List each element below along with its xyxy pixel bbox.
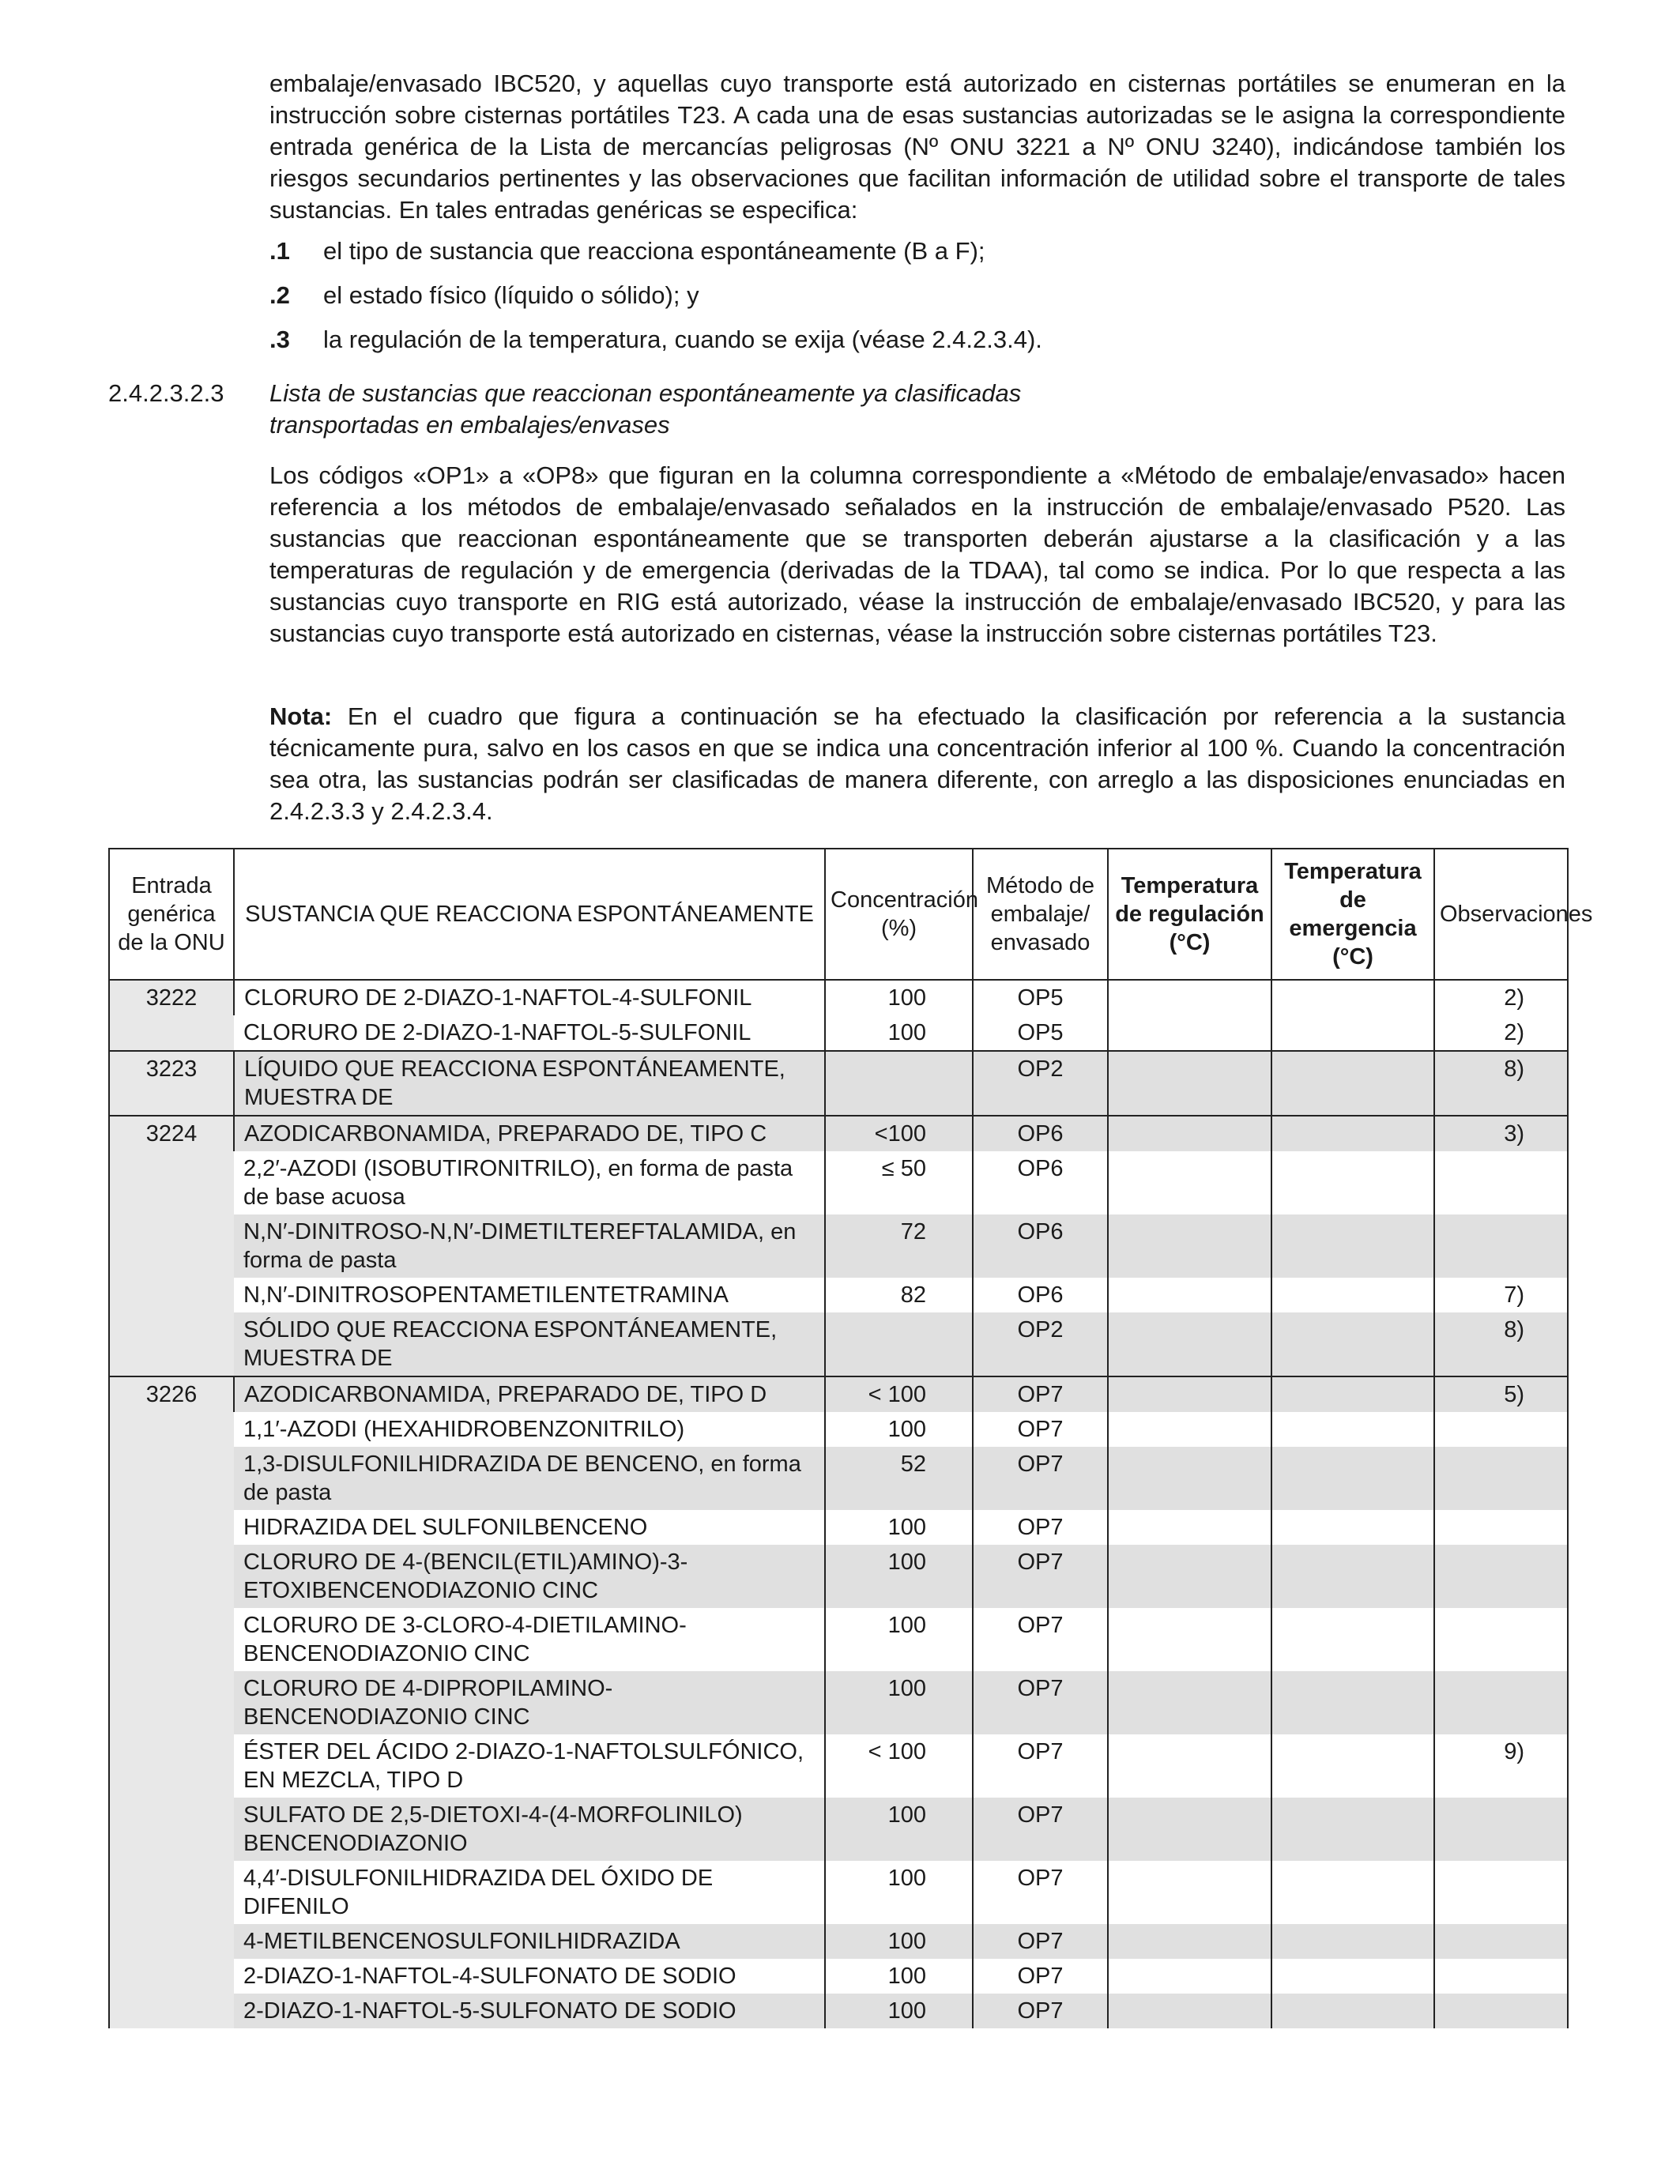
table-row: [109, 1994, 1568, 2028]
list-text: el tipo de sustancia que reacciona espontáneamente (B a F);: [323, 237, 985, 265]
cell-control-temp: [1108, 1116, 1271, 1151]
cell-method: OP7: [973, 1959, 1108, 1994]
cell-substance: HIDRAZIDA DEL SULFONILBENCENO: [243, 1515, 648, 1540]
table-row: [109, 1924, 1568, 1959]
cell-substance: SULFATO DE 2,5-DIETOXI-4-(4-MORFOLINILO) BENCENODIAZONIO: [234, 1798, 825, 1861]
table-row: [109, 1545, 1568, 1608]
list-item: [269, 280, 1565, 324]
cell-observations: [1434, 1545, 1568, 1608]
cell-emergency-temp: [1271, 1116, 1434, 1151]
cell-emergency-temp: [1271, 1924, 1434, 1959]
cell-control-temp: [1108, 1214, 1271, 1278]
cell-concentration: 100: [825, 1924, 973, 1959]
cell-control-temp: [1108, 1959, 1271, 1994]
cell-concentration: 100: [825, 980, 973, 1015]
table-body: [109, 980, 1568, 2028]
cell-observations: [1434, 1994, 1568, 2028]
cell-method: OP2: [973, 1051, 1108, 1116]
cell-emergency-temp: [1271, 1214, 1434, 1278]
cell-control-temp: [1108, 1994, 1271, 2028]
cell-concentration: 82: [825, 1278, 973, 1312]
header-control-temp: Temperatura de regulación (°C): [1108, 849, 1271, 980]
cell-observations: 2): [1434, 1015, 1568, 1051]
cell-substance: 4,4′-DISULFONILHIDRAZIDA DEL ÓXIDO DE DIFENILO: [243, 1866, 714, 1919]
table-row: [109, 1861, 1568, 1924]
section-title-line: transportadas en embalajes/envases: [269, 411, 670, 439]
cell-substance: 2-DIAZO-1-NAFTOL-5-SULFONATO DE SODIO: [234, 1994, 825, 2028]
cell-concentration: [825, 1312, 973, 1376]
cell-observations: 5): [1434, 1376, 1568, 1412]
cell-substance: AZODICARBONAMIDA, PREPARADO DE, TIPO C: [234, 1116, 825, 1151]
cell-emergency-temp: [1271, 1734, 1434, 1798]
cell-method: OP7: [973, 1798, 1108, 1861]
cell-method: OP7: [973, 1924, 1108, 1959]
cell-method: OP7: [973, 1608, 1108, 1671]
header-observations: Observaciones: [1434, 849, 1568, 980]
cell-method: OP6: [973, 1116, 1108, 1151]
section-number: 2.4.2.3.2.3: [108, 379, 224, 407]
cell-emergency-temp: [1271, 1994, 1434, 2028]
cell-observations: [1434, 1861, 1568, 1924]
cell-emergency-temp: [1271, 980, 1434, 1015]
cell-observations: 9): [1434, 1734, 1568, 1798]
cell-control-temp: [1108, 980, 1271, 1015]
table-row: [109, 1051, 1568, 1116]
cell-concentration: 52: [825, 1447, 973, 1510]
cell-substance: CLORURO DE 4-DIPROPILAMINO-BENCENODIAZONIO CINC: [234, 1671, 825, 1734]
cell-substance: CLORURO DE 4-(BENCIL(ETIL)AMINO)-3-ETOXIBENCENODIAZONIO CINC: [234, 1545, 825, 1608]
header-method: Método de embalaje/ envasado: [973, 849, 1108, 980]
cell-concentration: 100: [825, 1994, 973, 2028]
cell-control-temp: [1108, 1376, 1271, 1412]
list-text: el estado físico (líquido o sólido); y: [323, 281, 699, 309]
cell-emergency-temp: [1271, 1051, 1434, 1116]
cell-emergency-temp: [1271, 1015, 1434, 1051]
cell-control-temp: [1108, 1312, 1271, 1376]
cell-observations: [1434, 1924, 1568, 1959]
cell-observations: [1434, 1959, 1568, 1994]
cell-substance: SÓLIDO QUE REACCIONA ESPONTÁNEAMENTE, MUESTRA DE: [234, 1312, 825, 1376]
table-row: [109, 1015, 1568, 1051]
cell-concentration: 100: [825, 1510, 973, 1545]
table-header-row: [109, 849, 1568, 980]
table-row: [109, 1734, 1568, 1798]
table-row: [109, 1376, 1568, 1412]
header-substance: SUSTANCIA QUE REACCIONA ESPONTÁNEAMENTE: [234, 849, 825, 980]
cell-concentration: < 100: [825, 1734, 973, 1798]
substances-table: [108, 848, 1593, 2028]
section-title-line: Lista de sustancias que reaccionan espontáneamente ya clasificadas: [269, 379, 1022, 407]
cell-observations: [1434, 1412, 1568, 1447]
note-label: Nota:: [269, 702, 333, 730]
cell-concentration: ≤ 50: [825, 1151, 973, 1214]
cell-observations: 8): [1434, 1051, 1568, 1116]
cell-concentration: 100: [825, 1412, 973, 1447]
cell-substance: CLORURO DE 3-CLORO-4-DIETILAMINO-BENCENODIAZONIO CINC: [243, 1613, 687, 1666]
cell-observations: 7): [1434, 1278, 1568, 1312]
list-text: la regulación de la temperatura, cuando se exija (véase 2.4.2.3.4).: [323, 326, 1042, 353]
table-row: [109, 1151, 1568, 1214]
cell-control-temp: [1108, 1798, 1271, 1861]
table-row: [109, 980, 1568, 1015]
cell-control-temp: [1108, 1510, 1271, 1545]
table-row: [109, 1214, 1568, 1278]
cell-emergency-temp: [1271, 1671, 1434, 1734]
cell-entry: 3226: [109, 1376, 234, 2028]
cell-concentration: 72: [825, 1214, 973, 1278]
cell-method: OP7: [973, 1671, 1108, 1734]
cell-concentration: 100: [825, 1798, 973, 1861]
cell-concentration: 100: [825, 1015, 973, 1051]
cell-entry: 3224: [109, 1116, 234, 1376]
table-row: [109, 1510, 1568, 1545]
cell-substance: 2,2′-AZODI (ISOBUTIRONITRILO), en forma de pasta de base acuosa: [243, 1156, 793, 1210]
cell-method: OP6: [973, 1151, 1108, 1214]
cell-observations: [1434, 1671, 1568, 1734]
cell-method: OP7: [973, 1510, 1108, 1545]
cell-substance: 4-METILBENCENOSULFONILHIDRAZIDA: [234, 1924, 825, 1959]
cell-control-temp: [1108, 1671, 1271, 1734]
cell-method: OP7: [973, 1447, 1108, 1510]
cell-control-temp: [1108, 1015, 1271, 1051]
cell-emergency-temp: [1271, 1412, 1434, 1447]
cell-emergency-temp: [1271, 1959, 1434, 1994]
cell-control-temp: [1108, 1412, 1271, 1447]
cell-control-temp: [1108, 1051, 1271, 1116]
cell-substance: CLORURO DE 2-DIAZO-1-NAFTOL-5-SULFONIL: [243, 1020, 751, 1045]
cell-substance: N,N′-DINITROSO-N,N′-DIMETILTEREFTALAMIDA, en forma de pasta: [234, 1214, 825, 1278]
cell-observations: [1434, 1608, 1568, 1671]
cell-control-temp: [1108, 1861, 1271, 1924]
cell-method: OP5: [973, 1015, 1108, 1051]
cell-emergency-temp: [1271, 1861, 1434, 1924]
cell-substance: ÉSTER DEL ÁCIDO 2-DIAZO-1-NAFTOLSULFÓNICO, EN MEZCLA, TIPO D: [243, 1739, 804, 1793]
spec-list: [269, 235, 1565, 368]
cell-observations: [1434, 1151, 1568, 1214]
cell-substance: AZODICARBONAMIDA, PREPARADO DE, TIPO D: [234, 1376, 825, 1412]
cell-observations: [1434, 1510, 1568, 1545]
cell-concentration: <100: [825, 1116, 973, 1151]
note-paragraph: [269, 701, 1565, 827]
cell-control-temp: [1108, 1608, 1271, 1671]
cell-emergency-temp: [1271, 1510, 1434, 1545]
cell-control-temp: [1108, 1447, 1271, 1510]
table-row: [109, 1608, 1568, 1671]
cell-method: OP6: [973, 1278, 1108, 1312]
cell-emergency-temp: [1271, 1312, 1434, 1376]
cell-method: OP7: [973, 1994, 1108, 2028]
cell-method: OP2: [973, 1312, 1108, 1376]
table-row: [109, 1312, 1568, 1376]
cell-substance: LÍQUIDO QUE REACCIONA ESPONTÁNEAMENTE, MUESTRA DE: [234, 1051, 825, 1116]
cell-concentration: 100: [825, 1545, 973, 1608]
note-text: En el cuadro que figura a continuación se ha efectuado la clasificación por referencia a la sustancia técnicamente pura, salvo en los casos en que se indica una concentración inferior al 100 %. Cuando la concentración sea otra, las sustancias podrán ser clasificadas de manera diferente, con arreglo a las disposiciones enunciadas en 2.4.2.3.3 y 2.4.2.3.4.: [269, 702, 1565, 825]
cell-control-temp: [1108, 1278, 1271, 1312]
cell-substance: 1,1′-AZODI (HEXAHIDROBENZONITRILO): [243, 1417, 685, 1442]
cell-substance: 2-DIAZO-1-NAFTOL-4-SULFONATO DE SODIO: [243, 1964, 736, 1989]
cell-emergency-temp: [1271, 1278, 1434, 1312]
cell-control-temp: [1108, 1734, 1271, 1798]
cell-emergency-temp: [1271, 1447, 1434, 1510]
header-concentration: Concentración (%): [825, 849, 973, 980]
list-number: .3: [269, 326, 290, 353]
cell-observations: [1434, 1447, 1568, 1510]
cell-method: OP7: [973, 1376, 1108, 1412]
cell-method: OP7: [973, 1545, 1108, 1608]
cell-observations: 3): [1434, 1116, 1568, 1151]
table-row: [109, 1447, 1568, 1510]
list-number: .1: [269, 237, 290, 265]
cell-concentration: 100: [825, 1861, 973, 1924]
table-row: [109, 1798, 1568, 1861]
cell-concentration: 100: [825, 1671, 973, 1734]
cell-entry: 3223: [109, 1051, 234, 1116]
cell-control-temp: [1108, 1924, 1271, 1959]
cell-concentration: < 100: [825, 1376, 973, 1412]
cell-concentration: 100: [825, 1959, 973, 1994]
cell-method: OP7: [973, 1412, 1108, 1447]
cell-concentration: [825, 1051, 973, 1116]
cell-emergency-temp: [1271, 1608, 1434, 1671]
cell-emergency-temp: [1271, 1798, 1434, 1861]
table-row: [109, 1959, 1568, 1994]
cell-substance: 1,3-DISULFONILHIDRAZIDA DE BENCENO, en forma de pasta: [234, 1447, 825, 1510]
table-row: [109, 1278, 1568, 1312]
cell-substance: N,N′-DINITROSOPENTAMETILENTETRAMINA: [243, 1282, 729, 1308]
cell-observations: [1434, 1214, 1568, 1278]
cell-control-temp: [1108, 1151, 1271, 1214]
list-item: [269, 235, 1565, 280]
cell-method: OP6: [973, 1214, 1108, 1278]
cell-emergency-temp: [1271, 1151, 1434, 1214]
cell-observations: [1434, 1798, 1568, 1861]
table-row: [109, 1671, 1568, 1734]
cell-concentration: 100: [825, 1608, 973, 1671]
list-item: [269, 324, 1565, 368]
cell-method: OP7: [973, 1734, 1108, 1798]
section-title: [269, 378, 1178, 441]
cell-method: OP5: [973, 980, 1108, 1015]
table-row: [109, 1412, 1568, 1447]
header-emergency-temp: Temperatura de emergencia (°C): [1271, 849, 1434, 980]
list-number: .2: [269, 281, 290, 309]
intro-paragraph: embalaje/envasado IBC520, y aquellas cuyo transporte está autorizado en cisternas portátiles se enumeran en la instrucción sobre cisternas portátiles T23. A cada una de esas sustancias autorizadas se le asigna la correspondiente entrada genérica de la Lista de mercancías peligrosas (Nº ONU 3221 a Nº ONU 3240), indicándose también los riesgos secundarios pertinentes y las observaciones que facilitan información de utilidad sobre el transporte de tales sustancias. En tales entradas genéricas se especifica:: [269, 70, 1565, 224]
cell-observations: 2): [1434, 980, 1568, 1015]
cell-entry: 3222: [109, 980, 234, 1051]
body-paragraph: Los códigos «OP1» a «OP8» que figuran en la columna correspondiente a «Método de embalaje/envasado» hacen referencia a los métodos de embalaje/envasado señalados en la instrucción de embalaje/envasado P520. Las sustancias que reaccionan espontáneamente que se transporten deberán ajustarse a la clasificación y a las temperaturas de regulación y de emergencia (derivadas de la TDAA), tal como se indica. Por lo que respecta a las sustancias cuyo transporte en RIG está autorizado, véase la instrucción de embalaje/envasado IBC520, y para las sustancias cuyo transporte está autorizado en cisternas, véase la instrucción sobre cisternas portátiles T23.: [269, 461, 1565, 647]
cell-emergency-temp: [1271, 1376, 1434, 1412]
cell-substance: CLORURO DE 2-DIAZO-1-NAFTOL-4-SULFONIL: [234, 980, 825, 1015]
cell-observations: 8): [1434, 1312, 1568, 1376]
cell-emergency-temp: [1271, 1545, 1434, 1608]
table-row: [109, 1116, 1568, 1151]
header-entry: Entrada genérica de la ONU: [109, 849, 234, 980]
cell-method: OP7: [973, 1861, 1108, 1924]
cell-control-temp: [1108, 1545, 1271, 1608]
